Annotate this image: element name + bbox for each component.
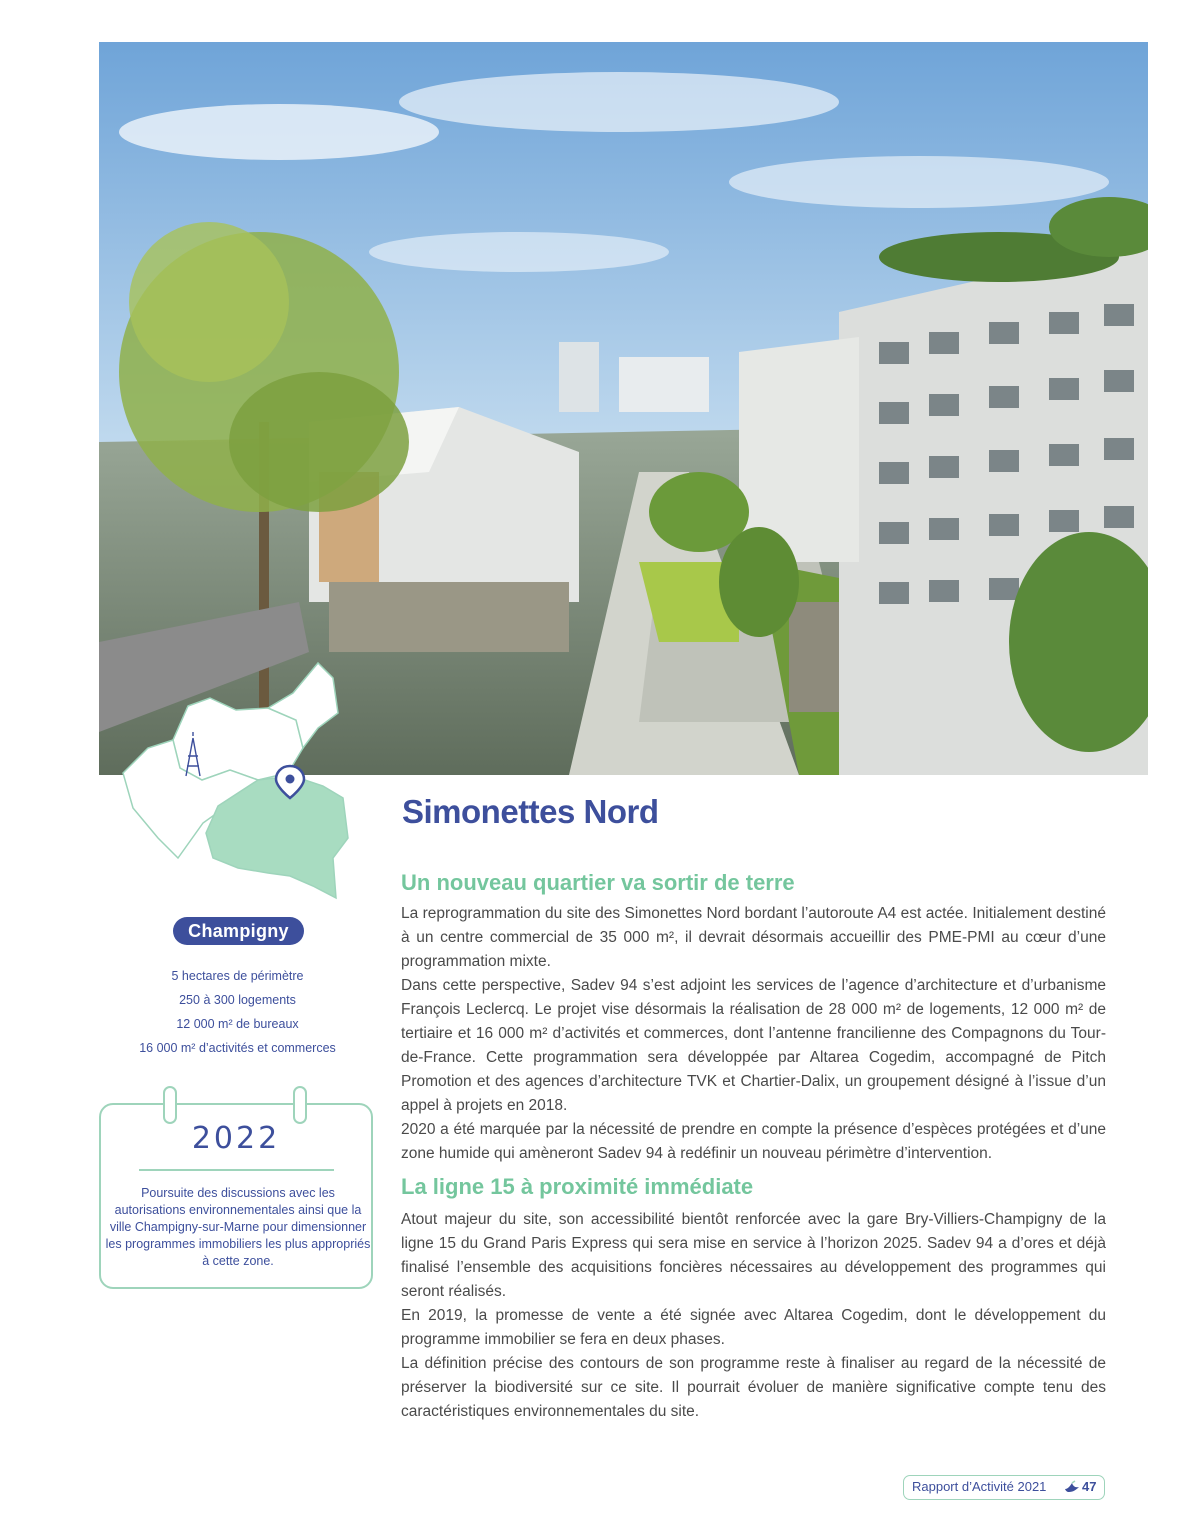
bird-logo-icon xyxy=(1064,1480,1080,1494)
page-number: 47 xyxy=(1082,1479,1097,1494)
page-title: Simonettes Nord xyxy=(402,793,659,830)
report-label: Rapport d’Activité 2021 xyxy=(912,1479,1047,1494)
department-map xyxy=(118,658,358,908)
paragraph: En 2019, la promesse de vente a été signée avec Altarea Cogedim, dont le développement du programme immobilier se fera en deux phases. xyxy=(401,1307,1106,1348)
paragraph: La définition précise des contours de son programme reste à finaliser au regard de la nécessité de préserver la biodiversité sur ce site. Il pourrait évoluer de manière significative compte tenu des caractéristiques environnementales du site. xyxy=(401,1355,1106,1420)
paragraph: La reprogrammation du site des Simonettes Nord bordant l’autoroute A4 est actée. Initialement destiné à un centre commercial de 35 000 m², il devrait désormais accueillir des PME-PMI au cœur d’une programmation mixte. xyxy=(401,905,1106,970)
divider xyxy=(139,1169,334,1171)
milestone-calendar-card xyxy=(99,1103,373,1289)
town-badge: Champigny xyxy=(173,917,304,945)
section-heading: La ligne 15 à proximité immédiate xyxy=(401,1174,754,1199)
paragraph: Atout majeur du site, son accessibilité bientôt renforcée avec la gare Bry-Villiers-Champigny de la ligne 15 du Grand Paris Express qui sera mise en service à l’horizon 2025. Sadev 94 a d’ores et déjà finalisé l’ensemble des acquisitions foncières nécessaires au développement des programmes qui seront réalisés. xyxy=(401,1211,1106,1300)
stat-item: 16 000 m² d’activités et commerces xyxy=(139,1041,336,1055)
page-footer xyxy=(903,1475,1105,1500)
section-body xyxy=(401,1208,1106,1424)
stat-item: 250 à 300 logements xyxy=(179,993,296,1007)
paragraph: Dans cette perspective, Sadev 94 s’est adjoint les services de l’agence d’architecture et d’urbanisme François Leclercq. Le projet vise désormais la réalisation de 28 000 m² de logements, 12 000 m² de tertiaire et 16 000 m² d’activités et commerces, dont l’antenne francilienne des Compagnons du Tour-de-France. Cette programmation sera développée par Altarea Cogedim, accompagné de Pitch Promotion et des agences d’architecture TVK et Chartier-Dalix, un groupement désigné à l’issue d’un appel à projets en 2018. xyxy=(401,977,1106,1114)
calendar-ring-icon xyxy=(163,1086,177,1124)
stat-item: 5 hectares de périmètre xyxy=(171,969,304,983)
section-body xyxy=(401,902,1106,1166)
calendar-ring-icon xyxy=(293,1086,307,1124)
paragraph: 2020 a été marquée par la nécessité de prendre en compte la présence d’espèces protégées et d’une zone humide qui amèneront Sadev 94 à redéfinir un nouveau périmètre d’intervention. xyxy=(401,1121,1106,1162)
section-heading: Un nouveau quartier va sortir de terre xyxy=(401,870,795,895)
stat-item: 12 000 m² de bureaux xyxy=(176,1017,299,1031)
milestone-year: 2022 xyxy=(191,1121,281,1156)
project-stats xyxy=(110,964,365,1060)
milestone-text: Poursuite des discussions avec les autorisations environnementales ainsi que la ville Champigny-sur-Marne pour dimensionner les programmes immobiliers les plus appropriés à cette zone. xyxy=(105,1186,371,1268)
